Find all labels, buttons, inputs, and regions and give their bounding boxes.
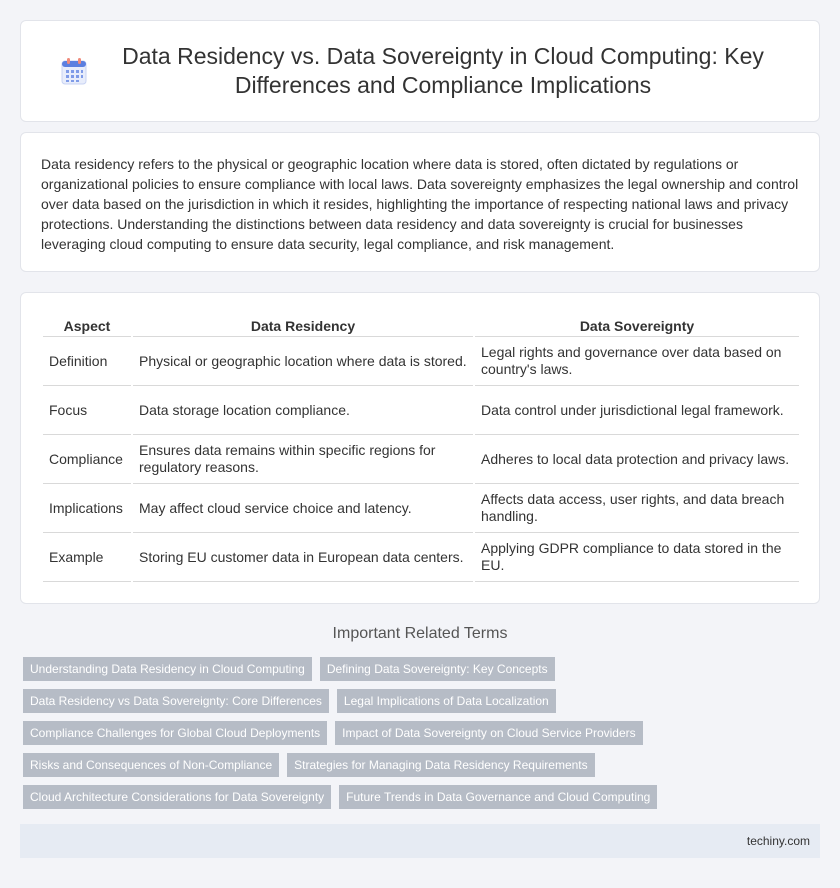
- related-term-tag[interactable]: Compliance Challenges for Global Cloud Deployments: [23, 721, 327, 745]
- related-term-tag[interactable]: Strategies for Managing Data Residency Requirements: [287, 753, 594, 777]
- table-row: [43, 533, 799, 582]
- tag-row: [23, 689, 823, 713]
- tag-row: [23, 657, 823, 681]
- intro-card: [20, 132, 820, 272]
- table-row: [43, 435, 799, 484]
- cell-aspect: Definition: [43, 337, 131, 386]
- cell-sovereignty: Legal rights and governance over data based on country's laws.: [475, 337, 799, 386]
- table-header-row: [43, 315, 799, 337]
- header-aspect: Aspect: [43, 315, 131, 337]
- table-row: [43, 386, 799, 435]
- footer-site-name[interactable]: techiny.com: [746, 834, 810, 848]
- related-term-tag[interactable]: Future Trends in Data Governance and Cloud Computing: [339, 785, 657, 809]
- cell-sovereignty: Applying GDPR compliance to data stored in the EU.: [475, 533, 799, 582]
- cell-sovereignty: Adheres to local data protection and privacy laws.: [475, 435, 799, 484]
- cell-residency: Storing EU customer data in European data centers.: [133, 533, 473, 582]
- cell-sovereignty: Affects data access, user rights, and data breach handling.: [475, 484, 799, 533]
- header-data-residency: Data Residency: [133, 315, 473, 337]
- cell-residency: Ensures data remains within specific regions for regulatory reasons.: [133, 435, 473, 484]
- cell-aspect: Implications: [43, 484, 131, 533]
- calendar-icon: [61, 57, 87, 85]
- related-term-tag[interactable]: Data Residency vs Data Sovereignty: Core Differences: [23, 689, 329, 713]
- tag-row: [23, 753, 823, 777]
- table-row: [43, 337, 799, 386]
- related-term-tag[interactable]: Understanding Data Residency in Cloud Computing: [23, 657, 312, 681]
- related-term-tag[interactable]: Impact of Data Sovereignty on Cloud Service Providers: [335, 721, 642, 745]
- cell-residency: May affect cloud service choice and latency.: [133, 484, 473, 533]
- cell-aspect: Compliance: [43, 435, 131, 484]
- header: [21, 21, 819, 121]
- cell-sovereignty: Data control under jurisdictional legal framework.: [475, 386, 799, 435]
- comparison-table-card: [20, 292, 820, 604]
- table-row: [43, 484, 799, 533]
- cell-aspect: Focus: [43, 386, 131, 435]
- footer: [20, 824, 820, 858]
- related-term-tag[interactable]: Risks and Consequences of Non-Compliance: [23, 753, 279, 777]
- cell-residency: Physical or geographic location where data is stored.: [133, 337, 473, 386]
- related-terms-list: [23, 657, 823, 817]
- header-card: [20, 20, 820, 122]
- cell-residency: Data storage location compliance.: [133, 386, 473, 435]
- comparison-table: [41, 315, 801, 582]
- related-terms-title: Important Related Terms: [332, 625, 508, 642]
- header-data-sovereignty: Data Sovereignty: [475, 315, 799, 337]
- related-term-tag[interactable]: Cloud Architecture Considerations for Data Sovereignty: [23, 785, 331, 809]
- tag-row: [23, 721, 823, 745]
- related-term-tag[interactable]: Legal Implications of Data Localization: [337, 689, 556, 713]
- page-title: Data Residency vs. Data Sovereignty in Cloud Computing: Key Differences and Compliance Implications: [122, 43, 764, 98]
- intro-paragraph: Data residency refers to the physical or geographic location where data is stored, often dictated by regulations or organizational policies to ensure compliance with local laws. Data sovereignty emphasizes the legal ownership and control over data based on the jurisdiction in which it resides, highlighting the importance of respecting national laws and privacy protections. Understanding the distinctions between data residency and data sovereignty is crucial for businesses leveraging cloud computing to ensure data security, legal compliance, and risk management.: [41, 156, 799, 252]
- tag-row: [23, 785, 823, 809]
- cell-aspect: Example: [43, 533, 131, 582]
- related-term-tag[interactable]: Defining Data Sovereignty: Key Concepts: [320, 657, 555, 681]
